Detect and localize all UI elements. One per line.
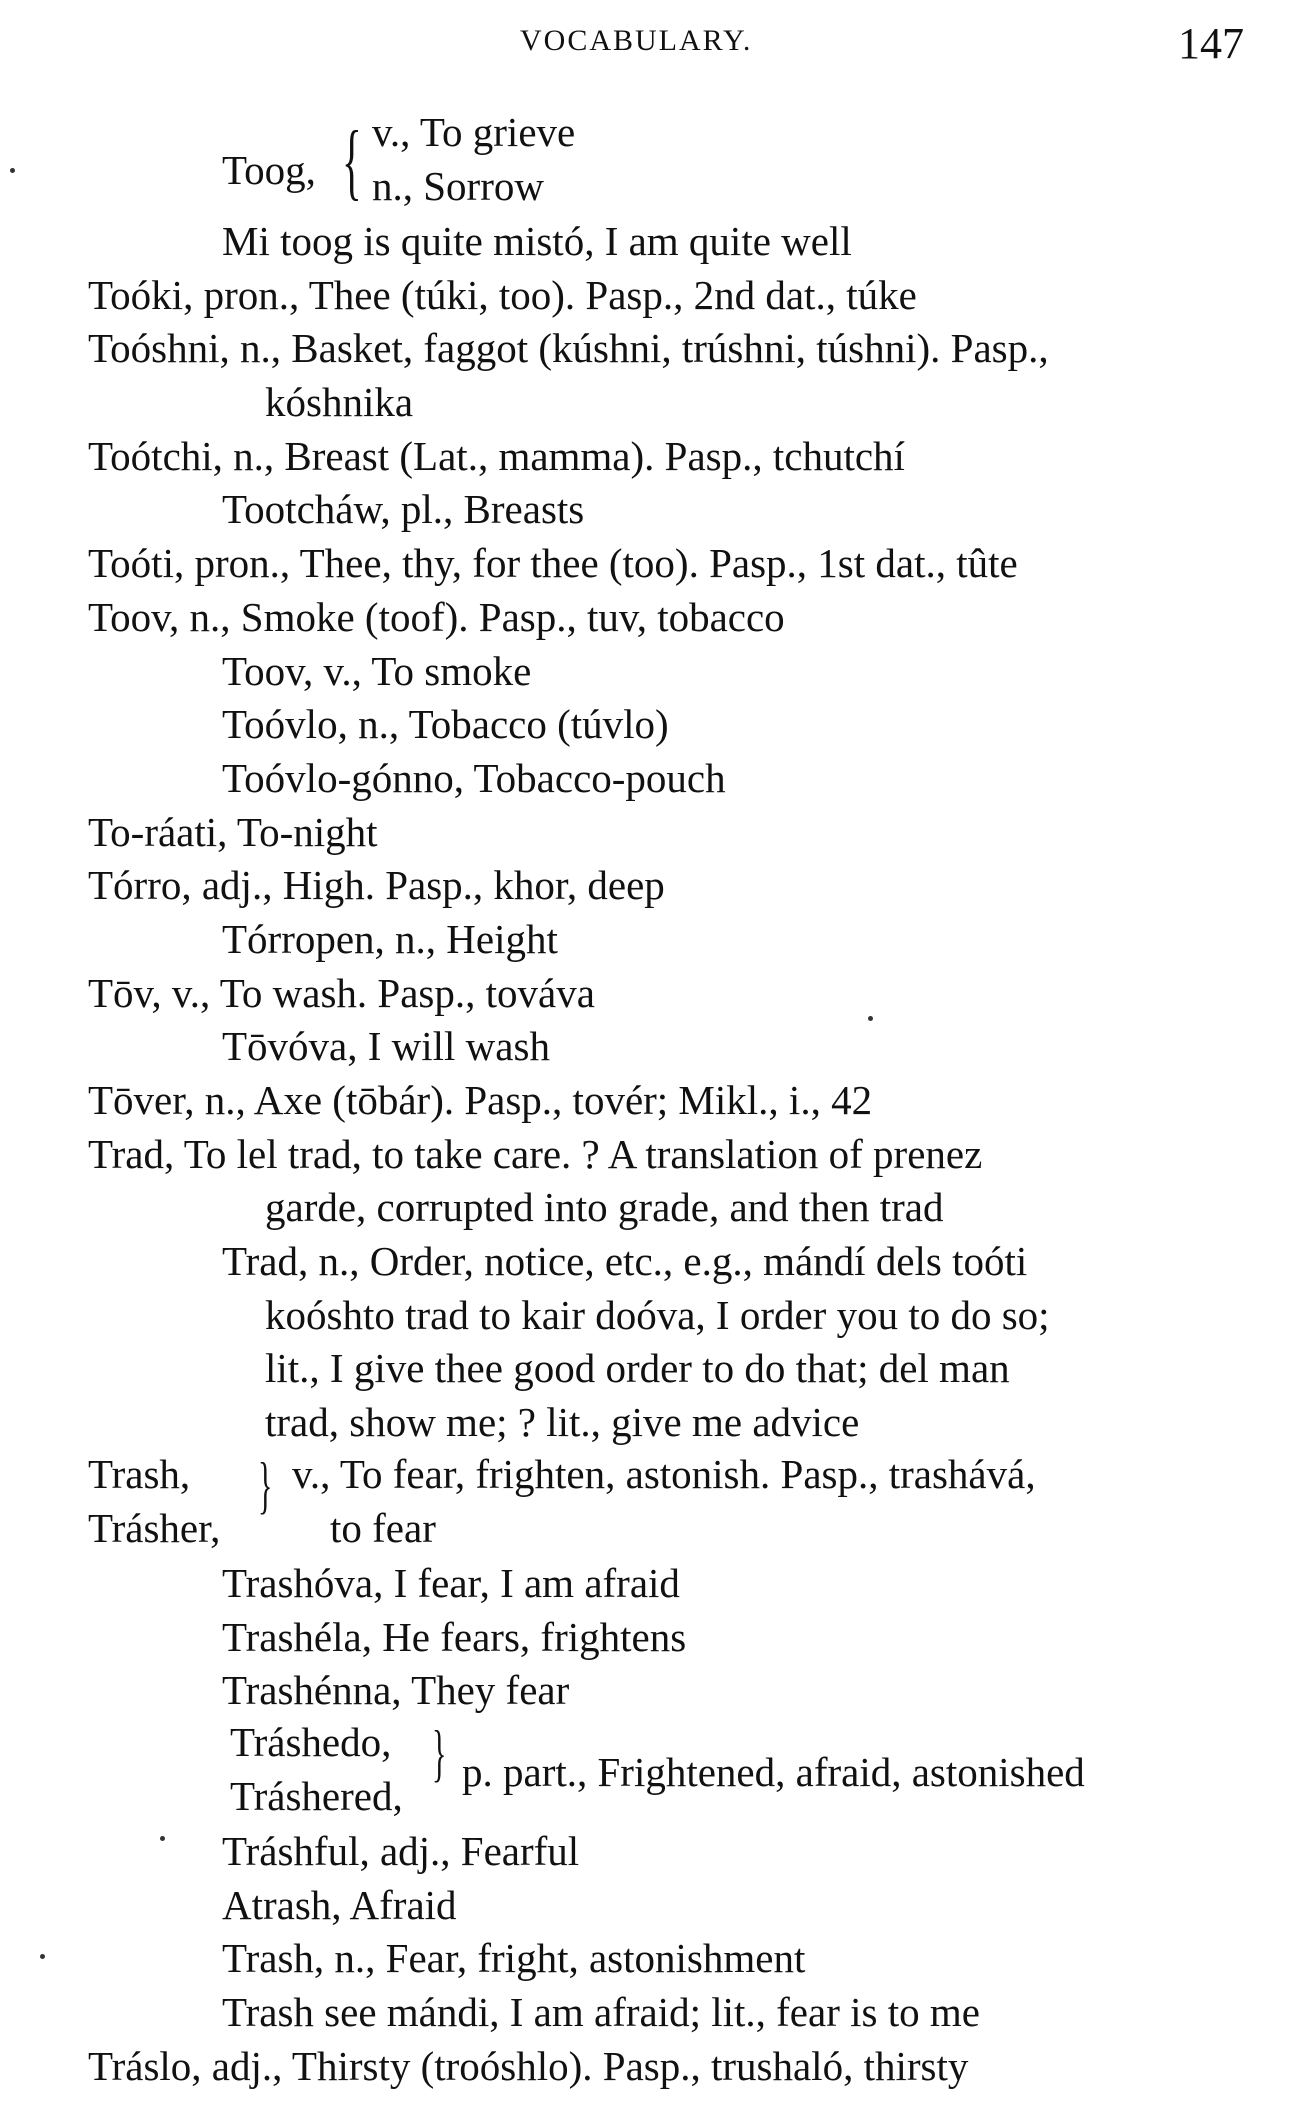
entry-line: garde, corrupted into grade, and then trad (265, 1184, 944, 1231)
entry-line: Tórropen, n., Height (222, 915, 558, 962)
entry-trashedo (0, 1718, 1300, 1825)
entry-line: trad, show me; ? lit., give me advice (265, 1399, 860, 1446)
entry-line: lit., I give thee good order to do that; del man (265, 1345, 1010, 1392)
entry-line: Tōvóva, I will wash (222, 1023, 550, 1070)
entry-line: koóshto trad to kair doóva, I order you to do so; (265, 1291, 1050, 1338)
page-number: 147 (1178, 19, 1244, 68)
entry-group-c (0, 1825, 1300, 2093)
entry-line: Trash, n., Fear, fright, astonishment (222, 1935, 806, 1982)
entry-line: Trash see mándi, I am afraid; lit., fear is to me (222, 1988, 980, 2035)
brace: } (258, 1451, 273, 1521)
print-speck (160, 1836, 165, 1841)
entry-toog (0, 108, 1300, 215)
sense-noun: n., Sorrow (372, 163, 544, 209)
entry-line: Trad, To lel trad, to take care. ? A translation of prenez (88, 1130, 983, 1177)
entry-line: Tōv, v., To wash. Pasp., továva (88, 969, 595, 1016)
print-speck (40, 1954, 45, 1959)
entry-line: Mi toog is quite mistó, I am quite well (222, 218, 852, 264)
vocabulary-entries (0, 108, 1300, 2093)
headword: Tráshedo, (230, 1718, 392, 1765)
entry-trash (0, 1450, 1300, 1557)
page-header (0, 10, 1300, 70)
entry-line: Toóshni, n., Basket, faggot (kúshni, trúshni, túshni). Pasp., (88, 325, 1049, 372)
running-head: VOCABULARY. (520, 24, 753, 57)
entry-line: Toov, n., Smoke (toof). Pasp., tuv, tobacco (88, 593, 785, 640)
entry-line: Trashénna, They fear (222, 1667, 570, 1714)
entry-line: Trashéla, He fears, frightens (222, 1613, 687, 1660)
headword-variant: Tráshered, (230, 1772, 403, 1819)
headword: Trash, (88, 1450, 191, 1497)
entry-line: To-ráati, To-night (88, 808, 378, 855)
sense-continuation: to fear (330, 1504, 436, 1551)
entry-line: Toov, v., To smoke (222, 647, 532, 694)
entry-line: Tráslo, adj., Thirsty (troóshlo). Pasp., trushaló, thirsty (88, 2042, 969, 2089)
entry-line: Atrash, Afraid (222, 1881, 457, 1928)
entry-line: Toóvlo-gónno, Tobacco-pouch (222, 754, 726, 801)
print-speck (10, 168, 15, 173)
print-speck (868, 1016, 873, 1021)
headword: Toog, (222, 147, 316, 193)
sense-verb: v., To fear, frighten, astonish. Pasp., trashává, (292, 1450, 1036, 1497)
brace: } (432, 1719, 447, 1789)
entry-line: Toótchi, n., Breast (Lat., mamma). Pasp., tchutchí (88, 432, 905, 479)
headword-variant: Trásher, (88, 1504, 221, 1551)
entry-group-a (0, 215, 1300, 1450)
sense-participle: p. part., Frightened, afraid, astonished (462, 1748, 1085, 1795)
entry-line: Toóti, pron., Thee, thy, for thee (too). Pasp., 1st dat., tûte (88, 540, 1018, 587)
entry-line: kóshnika (265, 379, 414, 426)
brace: { (342, 111, 362, 209)
sense-verb: v., To grieve (372, 109, 576, 155)
entry-line: Trad, n., Order, notice, etc., e.g., mándí dels toóti (222, 1238, 1028, 1285)
entry-line: Trashóva, I fear, I am afraid (222, 1559, 680, 1606)
entry-line: Toóvlo, n., Tobacco (túvlo) (222, 701, 669, 748)
entry-line: Tōver, n., Axe (tōbár). Pasp., tovér; Mikl., i., 42 (88, 1077, 873, 1123)
entry-line: Toóki, pron., Thee (túki, too). Pasp., 2nd dat., túke (88, 271, 917, 318)
entry-line: Tráshful, adj., Fearful (222, 1827, 580, 1874)
entry-group-b (0, 1557, 1300, 1718)
entry-line: Tórro, adj., High. Pasp., khor, deep (88, 862, 665, 909)
entry-line: Tootcháw, pl., Breasts (222, 486, 585, 533)
